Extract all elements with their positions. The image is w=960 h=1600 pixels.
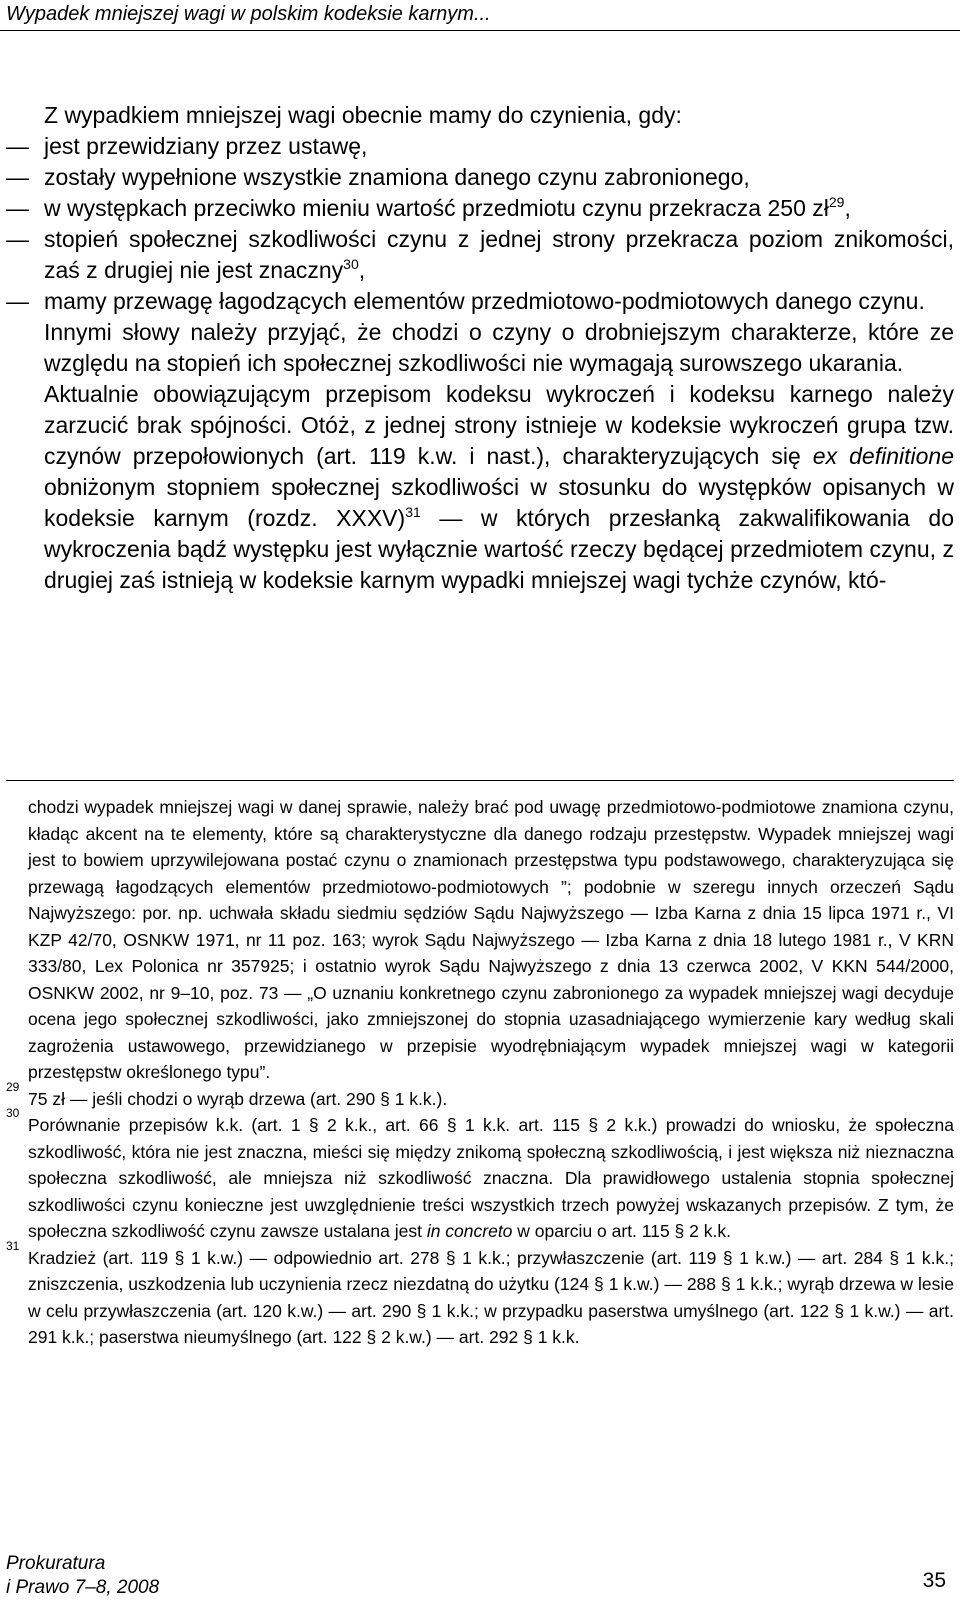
page-number: 35 xyxy=(922,1569,946,1592)
intro-line: Z wypadkiem mniejszej wagi obecnie mamy do czynienia, gdy: xyxy=(44,102,682,128)
dash-bullet: — xyxy=(6,288,29,314)
footnote-number: 29 xyxy=(6,1079,20,1094)
paragraph: Aktualnie obowiązującym przepisom kodeksu wykroczeń i kodeksu karnego należy zarzucić brak spójności. Otóż, z jednej strony istnieje w kodeksie wykroczeń grupa tzw. czynów przepołowionych (art. 119 k.w. i nast.), charakteryzujących się ex definitione obniżonym stopniem społecznej szkodliwości w stosunku do występków opisanych w kodeksie karnym (rozdz. XXXV)$^{31}$ — w których przesłanką zakwalifikowania do wykroczenia bądź występku jest wyłącznie wartość rzeczy będącej przedmiotem czynu, z drugiej zaś istnieją w kodeksie karnym wypadki mniejszej wagi tychże czynów, któ- xyxy=(44,381,954,593)
dash-bullet: — xyxy=(6,226,29,252)
footnote-continued: chodzi wypadek mniejszej wagi w danej sprawie, należy brać pod uwagę przedmiotowo-podmiotowe znamiona czynu, kładąc akcent na te elementy, które są charakterystyczne dla danego rodzaju przestępstw. Wypadek mniejszej wagi jest to bowiem uprzywilejowana postać czynu o znamionach przestępstwa typu podstawowego, charakteryzująca się przewagą łagodzących elementów przedmiotowo-podmiotowych ”; podobnie w szeregu innych orzeczeń Sądu Najwyższego: por. np. uchwała składu siedmiu sędziów Sądu Najwyższego — Izba Karna z dnia 15 lipca 1971 r., VI KZP 42/70, OSNKW 1971, nr 11 poz. 163; wyrok Sądu Najwyższego — Izba Karna z dnia 18 lutego 1981 r., V KRN 333/80, Lex Polonica nr 357925; i ostatnio wyrok Sądu Najwyższego z dnia 13 czerwca 2002, V KKN 544/2000, OSNKW 2002, nr 9–10, poz. 73 — „O uznaniu konkretnego czynu zabronionego za wypadek mniejszej wagi decyduje ocena jego społecznej szkodliwości, jako zmniejszonej do stopnia uzasadniającego wymierzenie kary według skali zagrożenia ustawowego, przewidzianego w przepisie wyodrębniającym wypadek mniejszej wagi w kategorii przestępstw określonego typu”. xyxy=(28,797,954,1082)
dash-bullet: — xyxy=(6,133,29,159)
footnote-number: 30 xyxy=(6,1106,20,1120)
list-item: — mamy przewagę łagodzących elementów przedmiotowo-podmiotowych danego czynu. xyxy=(6,286,954,317)
list-item: — jest przewidziany przez ustawę, xyxy=(6,131,954,162)
footnote-number: 31 xyxy=(6,1238,20,1253)
footnote-separator xyxy=(6,780,954,781)
dash-bullet: — xyxy=(6,164,29,190)
journal-footer xyxy=(6,1552,159,1600)
running-header-title: Wypadek mniejszej wagi w polskim kodeksie karnym... xyxy=(6,3,491,25)
main-text xyxy=(6,100,954,596)
footnotes xyxy=(6,794,954,1351)
journal-issue: i Prawo 7–8, 2008 xyxy=(6,1577,160,1598)
footnote-30: 30 Porównanie przepisów k.k. (art. 1 § 2 k.k., art. 66 § 1 k.k. art. 115 § 2 k.k.) prowadzi do wniosku, że społeczna szkodliwość, która nie jest znaczna, mieści się między znikomą społeczną szkodliwością, i jest większa niż nieznaczna społeczna szkodliwość, ale mniejsza niż szkodliwość znaczna. Dla prawidłowego ustalenia stopnia społecznej szkodliwości czynu konieczne jest uwzględnienie treści wszystkich trzech powyżej wskazanych przepisów. Z tym, że społeczna szkodliwość czynu zawsze ustalana jest in concreto w oparciu o art. 115 § 2 k.k. xyxy=(6,1106,954,1241)
footnote-31: 31 Kradzież (art. 119 § 1 k.w.) — odpowiednio art. 278 § 1 k.k.; przywłaszczenie (art. 119 § 1 k.w.) — art. 284 § 1 k.k.; zniszczenia, uszkodzenia lub uczynienia rzecz niezdatną do użytku (124 § 1 k.w.) — 288 § 1 k.k.; wyrąb drzewa w lesie w celu przywłaszczenia (art. 120 k.w.) — art. 290 § 1 k.k.; w przypadku paserstwa umyślnego (art. 122 § 1 k.w.) — art. 291 k.k.; paserstwa nieumyślnego (art. 122 § 2 k.w.) — art. 292 § 1 k.k. xyxy=(6,1238,954,1347)
footnote-ref[interactable]: 29 xyxy=(828,194,845,210)
list-item: — zostały wypełnione wszystkie znamiona danego czynu zabronionego, xyxy=(6,162,954,193)
footnote-ref[interactable]: 30 xyxy=(343,256,359,272)
list-item: — w występkach przeciwko mieniu wartość przedmiotu czynu przekracza 250 $zł^{29}$, xyxy=(6,193,954,224)
journal-name: Prokuratura xyxy=(6,1553,106,1574)
list-item: — stopień społecznej szkodliwości czynu z jednej strony przekracza poziom znikomości, zaś z drugiej nie jest znaczny$^{30}$, xyxy=(6,226,954,283)
footnote-29: 29 75 zł — jeśli chodzi o wyrąb drzewa (art. 290 § 1 k.k.). xyxy=(6,1079,448,1109)
footnote-ref[interactable]: 31 xyxy=(405,504,421,520)
paragraph: Innymi słowy należy przyjąć, że chodzi o czyny o drobniejszym charakterze, które ze względu na stopień ich społecznej szkodliwości nie wymagają surowszego ukarania. xyxy=(44,319,954,376)
dash-bullet: — xyxy=(6,195,29,221)
running-header xyxy=(0,0,960,31)
